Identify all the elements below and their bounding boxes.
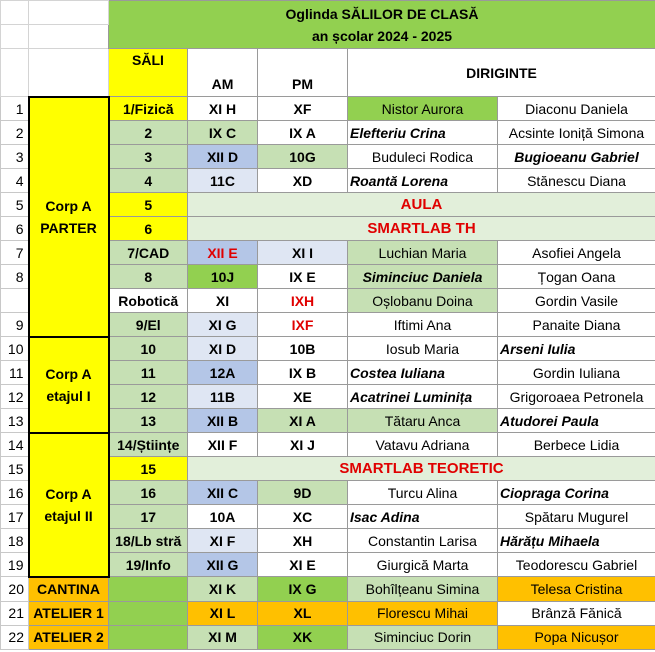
room-cell: 1/Fizică bbox=[109, 97, 188, 121]
room-cell: 11 bbox=[109, 361, 188, 385]
row-number: 22 bbox=[1, 625, 29, 649]
room-cell: 6 bbox=[109, 217, 188, 241]
diriginte-pm: Telesa Cristina bbox=[498, 577, 655, 602]
pm-cell: 10G bbox=[258, 145, 348, 169]
header-diriginte: DIRIGINTE bbox=[348, 49, 655, 97]
diriginte-pm: Țogan Oana bbox=[498, 265, 655, 289]
am-cell: XII G bbox=[188, 553, 258, 577]
pm-cell: XK bbox=[258, 625, 348, 649]
room-cell: 14/Științe bbox=[109, 433, 188, 457]
diriginte-pm: Stănescu Diana bbox=[498, 169, 655, 193]
diriginte-am: Nistor Aurora bbox=[348, 97, 498, 121]
diriginte-am: Oșlobanu Doina bbox=[348, 289, 498, 313]
row-number: 12 bbox=[1, 385, 29, 409]
room-cell: 8 bbox=[109, 265, 188, 289]
diriginte-am: Bohîlțeanu Simina bbox=[348, 577, 498, 602]
row-number: 6 bbox=[1, 217, 29, 241]
diriginte-am: Siminciuc Dorin bbox=[348, 625, 498, 649]
pm-cell: 10B bbox=[258, 337, 348, 361]
room-cell: 17 bbox=[109, 505, 188, 529]
pm-cell: XI I bbox=[258, 241, 348, 265]
row-number: 17 bbox=[1, 505, 29, 529]
room-cell: 19/Info bbox=[109, 553, 188, 577]
diriginte-pm: Popa Nicușor bbox=[498, 625, 655, 649]
diriginte-pm: Hărățu Mihaela bbox=[498, 529, 655, 553]
diriginte-pm: Teodorescu Gabriel bbox=[498, 553, 655, 577]
am-cell: XI G bbox=[188, 313, 258, 337]
row-number: 11 bbox=[1, 361, 29, 385]
room-cell bbox=[109, 625, 188, 649]
row-number: 16 bbox=[1, 481, 29, 505]
row-number bbox=[1, 289, 29, 313]
am-cell: XII C bbox=[188, 481, 258, 505]
room-cell: 18/Lb stră bbox=[109, 529, 188, 553]
corner-cell bbox=[1, 1, 29, 25]
pm-cell: XI J bbox=[258, 433, 348, 457]
diriginte-am: Tătaru Anca bbox=[348, 409, 498, 433]
row-number: 9 bbox=[1, 313, 29, 337]
am-cell: 10J bbox=[188, 265, 258, 289]
diriginte-pm: Grigoroaea Petronela bbox=[498, 385, 655, 409]
room-cell: 4 bbox=[109, 169, 188, 193]
room-cell: 2 bbox=[109, 121, 188, 145]
pm-cell: IXH bbox=[258, 289, 348, 313]
am-cell: XI H bbox=[188, 97, 258, 121]
diriginte-am: Luchian Maria bbox=[348, 241, 498, 265]
am-cell: IX C bbox=[188, 121, 258, 145]
row-number: 1 bbox=[1, 97, 29, 121]
pm-cell: IX B bbox=[258, 361, 348, 385]
pm-cell: IX E bbox=[258, 265, 348, 289]
pm-cell: 9D bbox=[258, 481, 348, 505]
diriginte-pm: Asofiei Angela bbox=[498, 241, 655, 265]
row-number: 15 bbox=[1, 457, 29, 481]
pm-cell: XE bbox=[258, 385, 348, 409]
pm-cell: IX A bbox=[258, 121, 348, 145]
row-number: 18 bbox=[1, 529, 29, 553]
diriginte-am: Costea Iuliana bbox=[348, 361, 498, 385]
diriginte-pm: Panaite Diana bbox=[498, 313, 655, 337]
diriginte-pm: Diaconu Daniela bbox=[498, 97, 655, 121]
row-number: 10 bbox=[1, 337, 29, 361]
diriginte-am: Vatavu Adriana bbox=[348, 433, 498, 457]
row-number: 4 bbox=[1, 169, 29, 193]
am-cell: XII E bbox=[188, 241, 258, 265]
header-am: AM bbox=[188, 49, 258, 97]
am-cell: 10A bbox=[188, 505, 258, 529]
diriginte-pm: Brânză Fănică bbox=[498, 601, 655, 625]
am-cell: XI K bbox=[188, 577, 258, 602]
row-number: 3 bbox=[1, 145, 29, 169]
am-cell: XI D bbox=[188, 337, 258, 361]
room-note: SMARTLAB TEORETIC bbox=[188, 457, 655, 481]
group-atelier1: ATELIER 1 bbox=[29, 601, 109, 625]
pm-cell: IX G bbox=[258, 577, 348, 602]
row-number: 8 bbox=[1, 265, 29, 289]
diriginte-pm: Acsinte Ioniță Simona bbox=[498, 121, 655, 145]
group-etaj2: Corp A etajul II bbox=[29, 433, 109, 577]
diriginte-pm: Ciopraga Corina bbox=[498, 481, 655, 505]
room-cell bbox=[109, 601, 188, 625]
am-cell: XII B bbox=[188, 409, 258, 433]
room-cell: 9/El bbox=[109, 313, 188, 337]
diriginte-am: Florescu Mihai bbox=[348, 601, 498, 625]
room-cell bbox=[109, 577, 188, 602]
group-etaj1: Corp A etajul I bbox=[29, 337, 109, 433]
am-cell: XII D bbox=[188, 145, 258, 169]
room-note: AULA bbox=[188, 193, 655, 217]
pm-cell: XL bbox=[258, 601, 348, 625]
header-sali: SĂLI bbox=[109, 49, 188, 97]
diriginte-am: Roantă Lorena bbox=[348, 169, 498, 193]
group-cantina: CANTINA bbox=[29, 577, 109, 602]
pm-cell: XD bbox=[258, 169, 348, 193]
row-number: 2 bbox=[1, 121, 29, 145]
am-cell: XI F bbox=[188, 529, 258, 553]
room-cell: Robotică bbox=[109, 289, 188, 313]
am-cell: 11B bbox=[188, 385, 258, 409]
room-cell: 12 bbox=[109, 385, 188, 409]
header-pm: PM bbox=[258, 49, 348, 97]
am-cell: XI M bbox=[188, 625, 258, 649]
diriginte-am: Siminciuc Daniela bbox=[348, 265, 498, 289]
diriginte-am: Constantin Larisa bbox=[348, 529, 498, 553]
title-line-1: Oglinda SĂLILOR DE CLASĂ bbox=[285, 5, 479, 22]
row-number: 5 bbox=[1, 193, 29, 217]
pm-cell: XI E bbox=[258, 553, 348, 577]
corner-cell bbox=[29, 1, 109, 25]
room-note: SMARTLAB TH bbox=[188, 217, 655, 241]
diriginte-am: Buduleci Rodica bbox=[348, 145, 498, 169]
am-cell: 11C bbox=[188, 169, 258, 193]
pm-cell: XH bbox=[258, 529, 348, 553]
row-number: 20 bbox=[1, 577, 29, 602]
diriginte-pm: Bugioeanu Gabriel bbox=[498, 145, 655, 169]
title-line-2: an școlar 2024 - 2025 bbox=[311, 27, 453, 44]
diriginte-pm: Gordin Iuliana bbox=[498, 361, 655, 385]
group-atelier2: ATELIER 2 bbox=[29, 625, 109, 649]
diriginte-am: Elefteriu Crina bbox=[348, 121, 498, 145]
row-number: 21 bbox=[1, 601, 29, 625]
row-number: 13 bbox=[1, 409, 29, 433]
diriginte-am: Iftimi Ana bbox=[348, 313, 498, 337]
pm-cell: IXF bbox=[258, 313, 348, 337]
page-title bbox=[109, 1, 655, 49]
room-cell: 13 bbox=[109, 409, 188, 433]
pm-cell: XI A bbox=[258, 409, 348, 433]
diriginte-am: Iosub Maria bbox=[348, 337, 498, 361]
am-cell: XII F bbox=[188, 433, 258, 457]
row-number: 19 bbox=[1, 553, 29, 577]
diriginte-am: Giurgică Marta bbox=[348, 553, 498, 577]
diriginte-pm: Arseni Iulia bbox=[498, 337, 655, 361]
am-cell: XI bbox=[188, 289, 258, 313]
diriginte-am: Isac Adina bbox=[348, 505, 498, 529]
group-parter: Corp A PARTER bbox=[29, 97, 109, 337]
row-number: 14 bbox=[1, 433, 29, 457]
room-cell: 16 bbox=[109, 481, 188, 505]
room-cell: 5 bbox=[109, 193, 188, 217]
diriginte-pm: Berbece Lidia bbox=[498, 433, 655, 457]
pm-cell: XC bbox=[258, 505, 348, 529]
am-cell: 12A bbox=[188, 361, 258, 385]
room-cell: 3 bbox=[109, 145, 188, 169]
diriginte-am: Acatrinei Luminița bbox=[348, 385, 498, 409]
diriginte-pm: Atudorei Paula bbox=[498, 409, 655, 433]
diriginte-pm: Gordin Vasile bbox=[498, 289, 655, 313]
room-cell: 7/CAD bbox=[109, 241, 188, 265]
am-cell: XI L bbox=[188, 601, 258, 625]
room-cell: 15 bbox=[109, 457, 188, 481]
row-number: 7 bbox=[1, 241, 29, 265]
diriginte-pm: Spătaru Mugurel bbox=[498, 505, 655, 529]
room-cell: 10 bbox=[109, 337, 188, 361]
pm-cell: XF bbox=[258, 97, 348, 121]
diriginte-am: Turcu Alina bbox=[348, 481, 498, 505]
